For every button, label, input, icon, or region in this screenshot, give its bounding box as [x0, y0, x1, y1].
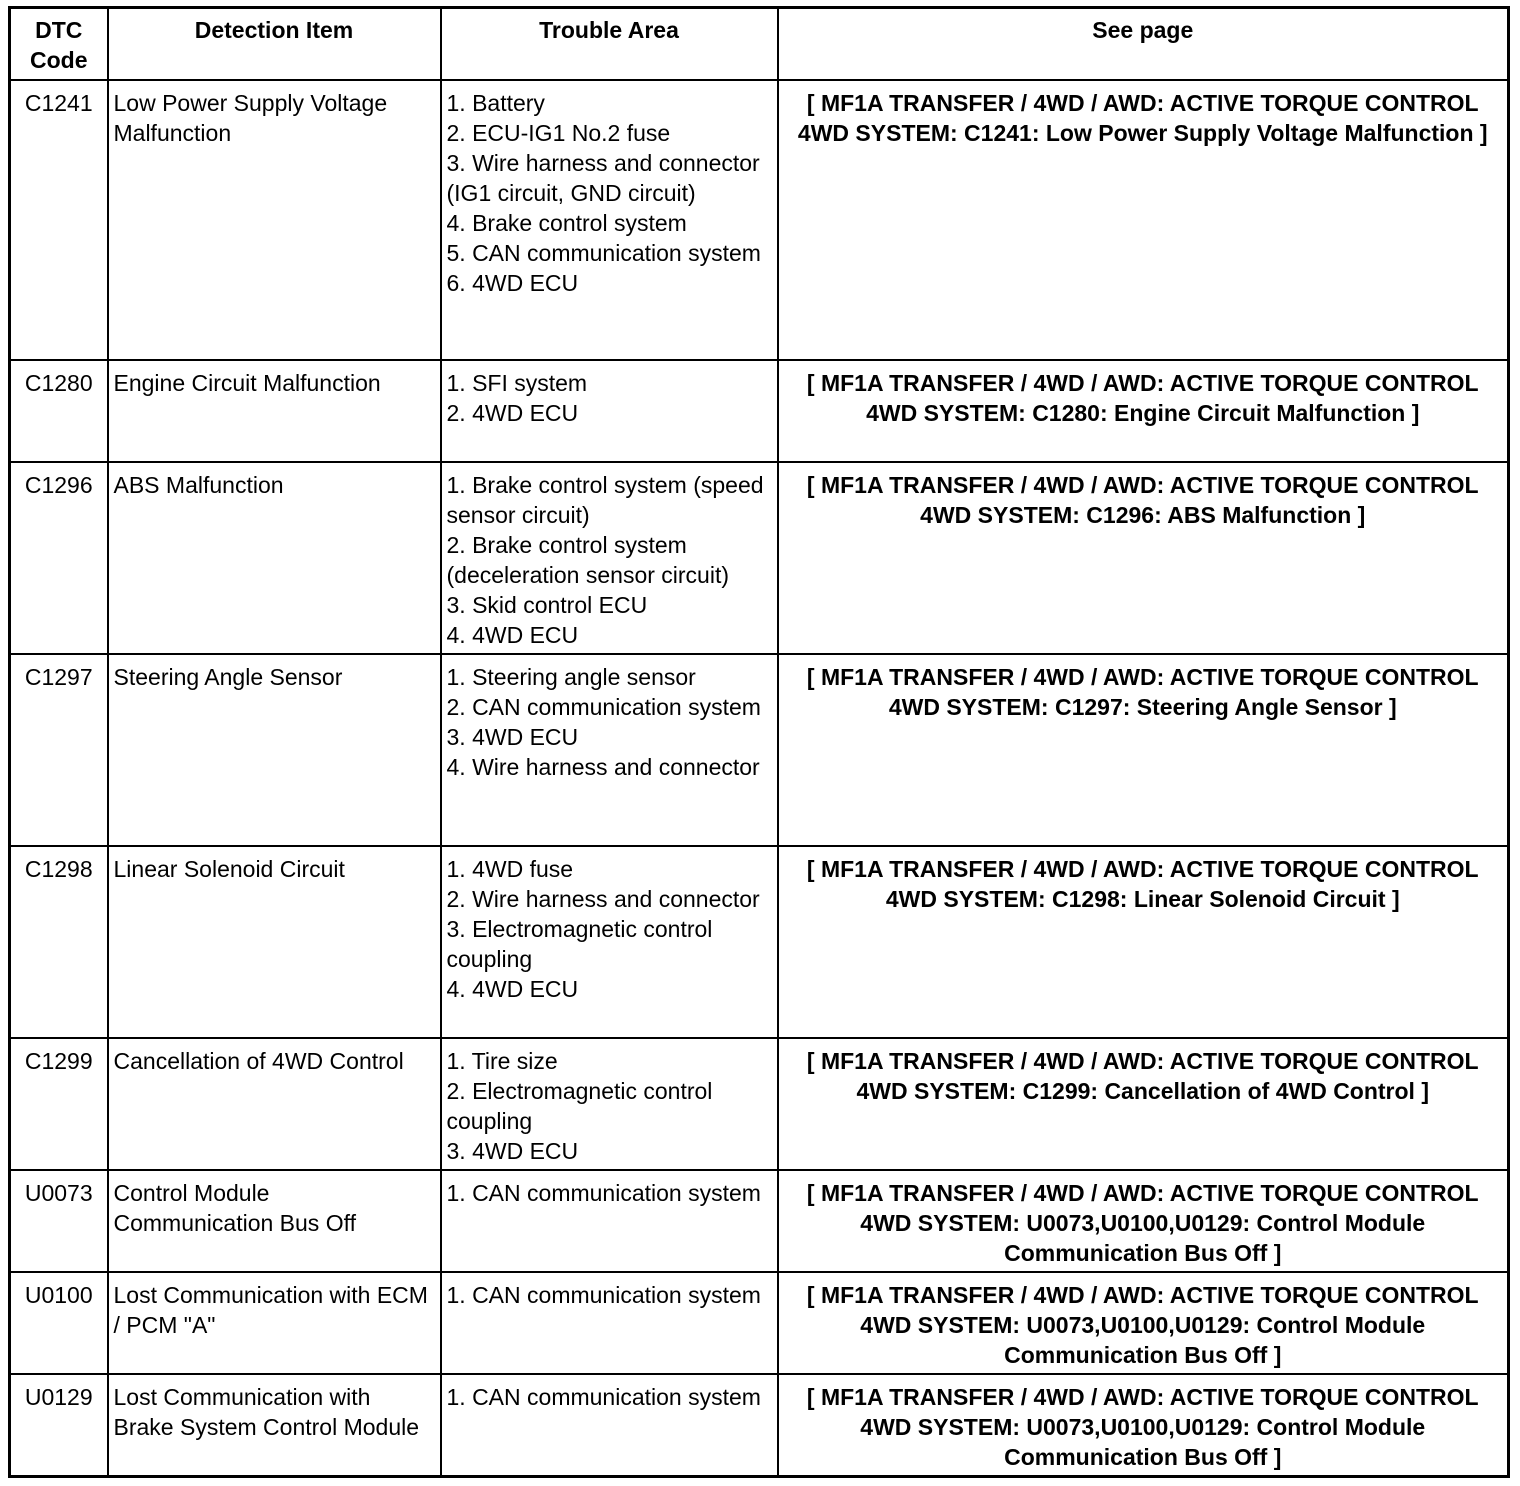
- trouble-area-item: 1. 4WD fuse: [446, 856, 574, 882]
- see-page-link[interactable]: [ MF1A TRANSFER / 4WD / AWD: ACTIVE TORQUE CONTROL 4WD SYSTEM: U0073,U0100,U0129: Control Module Communication Bus Off ]: [778, 1374, 1509, 1476]
- trouble-area-item: 4. Wire harness and connector: [446, 754, 760, 780]
- trouble-area-cell: [441, 1038, 778, 1170]
- table-row: [10, 1038, 1509, 1170]
- detection-item-cell: Engine Circuit Malfunction: [108, 360, 441, 462]
- dtc-code-cell: C1241: [10, 80, 108, 360]
- table-row: [10, 1170, 1509, 1272]
- header-detection-item: Detection Item: [108, 8, 441, 81]
- detection-item-cell: Low Power Supply Voltage Malfunction: [108, 80, 441, 360]
- trouble-area-cell: [441, 1374, 778, 1476]
- table-body: [10, 80, 1509, 1476]
- table-row: [10, 846, 1509, 1038]
- trouble-area-cell: [441, 462, 778, 654]
- see-page-link[interactable]: [ MF1A TRANSFER / 4WD / AWD: ACTIVE TORQUE CONTROL 4WD SYSTEM: C1241: Low Power Supply Voltage Malfunction ]: [778, 80, 1509, 360]
- trouble-area-item: 1. Brake control system (speed sensor circuit): [446, 472, 764, 528]
- see-page-link[interactable]: [ MF1A TRANSFER / 4WD / AWD: ACTIVE TORQUE CONTROL 4WD SYSTEM: C1296: ABS Malfunction ]: [778, 462, 1509, 654]
- detection-item-cell: ABS Malfunction: [108, 462, 441, 654]
- dtc-code-cell: U0073: [10, 1170, 108, 1272]
- table-row: [10, 1272, 1509, 1374]
- header-dtc-code: DTC Code: [10, 8, 108, 81]
- dtc-code-cell: U0129: [10, 1374, 108, 1476]
- dtc-code-cell: C1280: [10, 360, 108, 462]
- trouble-area-item: 2. ECU-IG1 No.2 fuse: [446, 120, 671, 146]
- detection-item-cell: Control Module Communication Bus Off: [108, 1170, 441, 1272]
- see-page-link[interactable]: [ MF1A TRANSFER / 4WD / AWD: ACTIVE TORQUE CONTROL 4WD SYSTEM: C1299: Cancellation of 4WD Control ]: [778, 1038, 1509, 1170]
- trouble-area-item: 1. Battery: [446, 90, 545, 116]
- see-page-link[interactable]: [ MF1A TRANSFER / 4WD / AWD: ACTIVE TORQUE CONTROL 4WD SYSTEM: C1280: Engine Circuit Malfunction ]: [778, 360, 1509, 462]
- trouble-area-cell: [441, 80, 778, 360]
- trouble-area-item: 2. Brake control system (deceleration sensor circuit): [446, 532, 730, 588]
- detection-item-cell: Cancellation of 4WD Control: [108, 1038, 441, 1170]
- dtc-code-cell: C1298: [10, 846, 108, 1038]
- dtc-code-cell: C1297: [10, 654, 108, 846]
- trouble-area-item: 4. Brake control system: [446, 210, 687, 236]
- trouble-area-item: 6. 4WD ECU: [446, 270, 579, 296]
- trouble-area-cell: [441, 654, 778, 846]
- trouble-area-cell: [441, 846, 778, 1038]
- header-trouble-area: Trouble Area: [441, 8, 778, 81]
- trouble-area-cell: [441, 1170, 778, 1272]
- header-see-page: See page: [778, 8, 1509, 81]
- trouble-area-item: 2. 4WD ECU: [446, 400, 579, 426]
- trouble-area-item: 1. CAN communication system: [446, 1282, 761, 1308]
- see-page-link[interactable]: [ MF1A TRANSFER / 4WD / AWD: ACTIVE TORQUE CONTROL 4WD SYSTEM: C1297: Steering Angle Sensor ]: [778, 654, 1509, 846]
- trouble-area-item: 2. Electromagnetic control coupling: [446, 1078, 713, 1134]
- trouble-area-item: 3. 4WD ECU: [446, 1138, 579, 1164]
- trouble-area-item: 4. 4WD ECU: [446, 976, 579, 1002]
- trouble-area-item: 1. CAN communication system: [446, 1384, 761, 1410]
- table-row: [10, 1374, 1509, 1476]
- detection-item-cell: Lost Communication with ECM / PCM "A": [108, 1272, 441, 1374]
- trouble-area-item: 4. 4WD ECU: [446, 622, 579, 648]
- trouble-area-item: 1. CAN communication system: [446, 1180, 761, 1206]
- detection-item-cell: Lost Communication with Brake System Control Module: [108, 1374, 441, 1476]
- trouble-area-item: 3. 4WD ECU: [446, 724, 579, 750]
- table-row: [10, 462, 1509, 654]
- table-header-row: [10, 8, 1509, 81]
- trouble-area-item: 2. CAN communication system: [446, 694, 761, 720]
- trouble-area-item: 3. Wire harness and connector (IG1 circuit, GND circuit): [446, 150, 760, 206]
- see-page-link[interactable]: [ MF1A TRANSFER / 4WD / AWD: ACTIVE TORQUE CONTROL 4WD SYSTEM: U0073,U0100,U0129: Control Module Communication Bus Off ]: [778, 1170, 1509, 1272]
- detection-item-cell: Steering Angle Sensor: [108, 654, 441, 846]
- trouble-area-item: 5. CAN communication system: [446, 240, 761, 266]
- trouble-area-item: 2. Wire harness and connector: [446, 886, 760, 912]
- trouble-area-item: 1. SFI system: [446, 370, 588, 396]
- trouble-area-item: 3. Electromagnetic control coupling: [446, 916, 713, 972]
- trouble-area-cell: [441, 1272, 778, 1374]
- dtc-code-cell: U0100: [10, 1272, 108, 1374]
- trouble-area-item: 3. Skid control ECU: [446, 592, 648, 618]
- see-page-link[interactable]: [ MF1A TRANSFER / 4WD / AWD: ACTIVE TORQUE CONTROL 4WD SYSTEM: C1298: Linear Solenoid Circuit ]: [778, 846, 1509, 1038]
- dtc-code-cell: C1296: [10, 462, 108, 654]
- trouble-area-cell: [441, 360, 778, 462]
- trouble-area-item: 1. Tire size: [446, 1048, 558, 1074]
- table-row: [10, 360, 1509, 462]
- trouble-area-item: 1. Steering angle sensor: [446, 664, 696, 690]
- detection-item-cell: Linear Solenoid Circuit: [108, 846, 441, 1038]
- dtc-table: [8, 6, 1510, 1478]
- dtc-code-cell: C1299: [10, 1038, 108, 1170]
- table-row: [10, 654, 1509, 846]
- see-page-link[interactable]: [ MF1A TRANSFER / 4WD / AWD: ACTIVE TORQUE CONTROL 4WD SYSTEM: U0073,U0100,U0129: Control Module Communication Bus Off ]: [778, 1272, 1509, 1374]
- table-row: [10, 80, 1509, 360]
